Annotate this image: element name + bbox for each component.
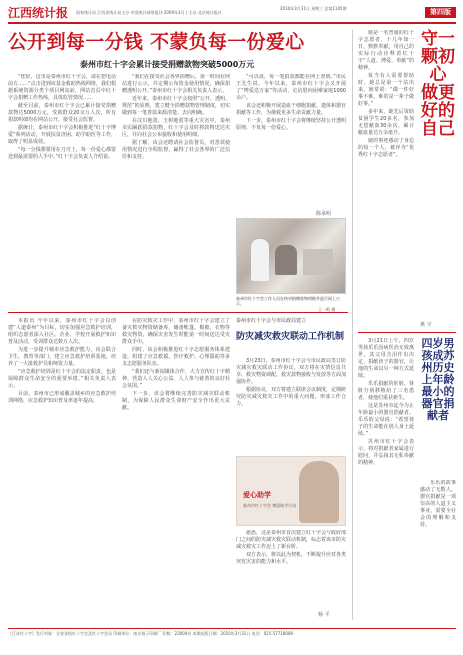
article2-author: 杨 平 (318, 612, 330, 618)
side1-author: 燕 宇 (420, 322, 432, 328)
paragraph: “我们还与新闻媒体合作，大力宣传红十字精神，营造人人关心公益、人人参与慈善的良好社会氛围。” (122, 369, 230, 389)
paragraph: 据了解，该会还聘请社会监督员，对善款使用情况进行全程监督，赢得了社会各界的广泛信任和支持。 (122, 140, 230, 160)
header-rule (8, 22, 456, 24)
paper-meta: 国家统计局 江西省统计局主办 中国统计网络报刊 2009年3月 | 主办 北京统计报社 (76, 10, 222, 15)
side2-headline: 四岁男孩成苏州历史上年龄最小的器官捐献者 (421, 337, 455, 422)
footer-rule (8, 628, 456, 629)
paragraph: 苏州市红十字会表示，将对捐献者家属进行慰问，并弘扬其无私奉献的精神。 (358, 439, 414, 466)
paragraph: 为进一步提升城市应急救护能力，该会联合卫生、教育等部门，建立应急救护培训基地，培养了一大批救护员和师资力量。 (8, 347, 116, 367)
article2-column-1 (8, 318, 116, 618)
side2-column (358, 338, 414, 618)
paragraph: 乐乐捐献的肝脏、肾脏分别移植给了三名患者，使他们重获新生。 (358, 381, 414, 401)
paragraph: 本报讯 今年以来，泰州市红十字会以创建“人道泰州”为目标，切实加强应急救护培训，组织志愿者深入社区、企业、学校开展救护知识普及活动，受训群众达数万人次。 (8, 318, 116, 345)
photo-figure (303, 249, 333, 275)
article2-column-2 (122, 318, 230, 618)
paragraph: 下一步，泰州市红十字会将继续坚持公开透明原则，不负每一份爱心。 (236, 118, 346, 131)
paragraph: 据统计，泰州市红十字会积极推进“红十字博爱”系列活动，开展扶贫济困、助学助医等工作，取得了明显成效。 (8, 125, 116, 145)
article1-column-1 (8, 74, 116, 304)
paragraph: 下一步，该会将继续完善防灾减灾联动机制，为保障人民群众生命财产安全作出更大贡献。 (122, 391, 230, 411)
article1-column-3 (236, 74, 346, 219)
article1-author: 陈承明 (316, 211, 332, 217)
paragraph: 这是苏州市迄今为止年龄最小的器官捐献者。乐乐的父母说：“希望孩子的生命能在别人身上延续。” (358, 403, 414, 437)
paragraph: 她是一名普通的红十字志愿者，十几年如一日，默默奉献，用自己的实际行动诠释着红十字“人道、博爱、奉献”的精神。 (358, 30, 414, 71)
paragraph: 乐乐的故事感动了无数人。器官捐献是一项崇高的人道主义事业，需要全社会的理解和支持。 (420, 480, 456, 528)
paragraph: “我们在接受社会各界捐赠后，第一时间在网站进行公示，并定期公布资金使用情况，确保捐赠透明公开。”泰州市红十字会相关负责人表示。 (122, 74, 230, 94)
article1-photo (236, 218, 346, 294)
paragraph: “可以说，每一笔捐款都能在网上查到。”市民王先生说。今年以来，泰州市红十字会又开展了“博爱送万家”等活动，走访慰问困难家庭1000余户。 (236, 74, 346, 101)
article2-column-3 (236, 358, 346, 450)
paragraph: 她的事迹感动了身边的每一个人，被评为“优秀红十字志愿者”。 (358, 138, 414, 158)
paragraph: “每一分钱都要用在刀刃上，每一份爱心都要送到最需要的人手中。”红十字会负责人介绍说。 (8, 147, 116, 160)
photo-caption: 泰州市红十字会工作人员在核对捐赠款物明细并进行网上公示。 (236, 296, 340, 306)
paragraph: 截至目前，泰州市红十字会已累计接受捐赠款物达5000万元，受助群众20余万人次，所有捐款明细均在网站公开，接受社会监督。 (8, 103, 116, 123)
paragraph: 同时，该会积极推进红十字志愿服务体系建设，组建了应急救援、医疗救护、心理援助等多支志愿服务队伍。 (122, 347, 230, 367)
paragraph: “您好，这里是泰州市红十字会，请在您电话前方……”点击进到该基金救助热线网络，我们根据系统资源分类个项目网站前，网站首页中红十字会捐赠工作热线，具体监管情况…… (8, 74, 116, 101)
ad-figure (299, 461, 339, 523)
paper-name: 江西统计报 (8, 6, 69, 20)
paragraph: 每当有人需要帮助时，她总是第一个站出来。她常说：“做一件好事不难，难的是一辈子做好事。” (358, 73, 414, 107)
ad-subtitle: 泰州市红十字会 博爱助学行动 (243, 503, 297, 508)
paragraph: 该会还积极开展造血干细胞捐献、遗体和器官捐献等工作，为挽救更多生命贡献力量。 (236, 103, 346, 116)
paragraph: 根据协议，双方将建立联席会议制度，定期研究防灾减灾救灾工作中的重大问题，形成工作合力。 (236, 387, 346, 407)
side2-column-end (420, 480, 456, 620)
paragraph: 双方表示，将以此为契机，不断提升应对各类突发灾害的能力和水平。 (236, 552, 346, 565)
side1-column (358, 30, 414, 320)
article2-lead: 泰州市红十字会与市民政局建立 (236, 318, 307, 324)
ad-title: 爱心助学 (243, 491, 271, 499)
paragraph: “应急救护培训是红十字会的法定职责，也是保障群众生命安全的重要举措。”相关负责人表示。 (8, 369, 116, 389)
paragraph: 据悉，这是泰州市首次建立红十字会与政府部门之间的防灾减灾救灾联动机制，标志着该市防灾减灾救灾工作迈上了新台阶。 (236, 530, 346, 550)
footer-text: 《江苏红十字》发行对象：全省各级红十字会及红十字会员 印刷单位：南京扬子印刷厂 印数：23000份 本期出版日期：2010年3月31日 电话：025-57718089 (8, 631, 294, 636)
masthead (8, 6, 456, 20)
photo-figure (251, 239, 269, 281)
paragraph: 3月23日，泰州市红十字会与市民政局签订防灾减灾救灾联动工作协议，双方将在灾情信息共享、救灾物资调配、救灾款物接收与发放等方面加强协作。 (236, 358, 346, 385)
section-rule (8, 312, 348, 313)
page-number-badge: 第四版 (425, 7, 456, 18)
article2-column-4 (236, 530, 346, 618)
article2-headline: 防灾减灾救灾联动工作机制 (236, 332, 345, 342)
ad-image (236, 456, 346, 526)
side1-headline: 守一颗初心 做更好的自己 (421, 29, 455, 139)
paragraph: 3月21日上午，四岁男孩乐乐因病医治无效离世，其父母含泪作出决定，捐献孩子的器官，让他的生命以另一种方式延续。 (358, 338, 414, 379)
section-rule (358, 332, 456, 333)
paragraph: 多年来，她先后资助贫困学生20多名，参加无偿献血30余次，累计献血量达万余毫升。 (358, 109, 414, 136)
paragraph: 近年来，泰州市红十字会按照“公开、透明、规范”的原则，建立健全捐赠款物管理制度，切实做到每一笔善款来源清楚、去向明确。 (122, 96, 230, 116)
paragraph: 目前，泰州市已形成覆盖城乡的应急救护培训网络，应急救护知识普及率逐年提高。 (8, 391, 116, 404)
column-divider (352, 30, 353, 620)
paragraph: 在防灾救灾工作中，泰州市红十字会建立了备灾救灾物资储备库，储备帐篷、棉被、衣物等救灾物资，确保灾害发生时能第一时间送达受灾群众手中。 (122, 318, 230, 345)
main-subhead: 泰州市红十字会累计接受捐赠款物突破5000万元 (80, 60, 255, 69)
photo-credit: 王一鸣 摄 (318, 307, 336, 312)
paper-date: 2010年3月31日 星期三 总第1145期 (280, 6, 347, 11)
main-headline: 公开到每一分钱 不蒙负每一份爱心 (8, 31, 305, 53)
paragraph: 在汶川地震、玉树地震等重大灾害中，泰州市民踊跃捐款捐物，红十字会及时将款物送达灾区，并向社会公布接收和使用明细。 (122, 118, 230, 138)
photo-figure (275, 245, 297, 275)
article1-column-2 (122, 74, 230, 304)
